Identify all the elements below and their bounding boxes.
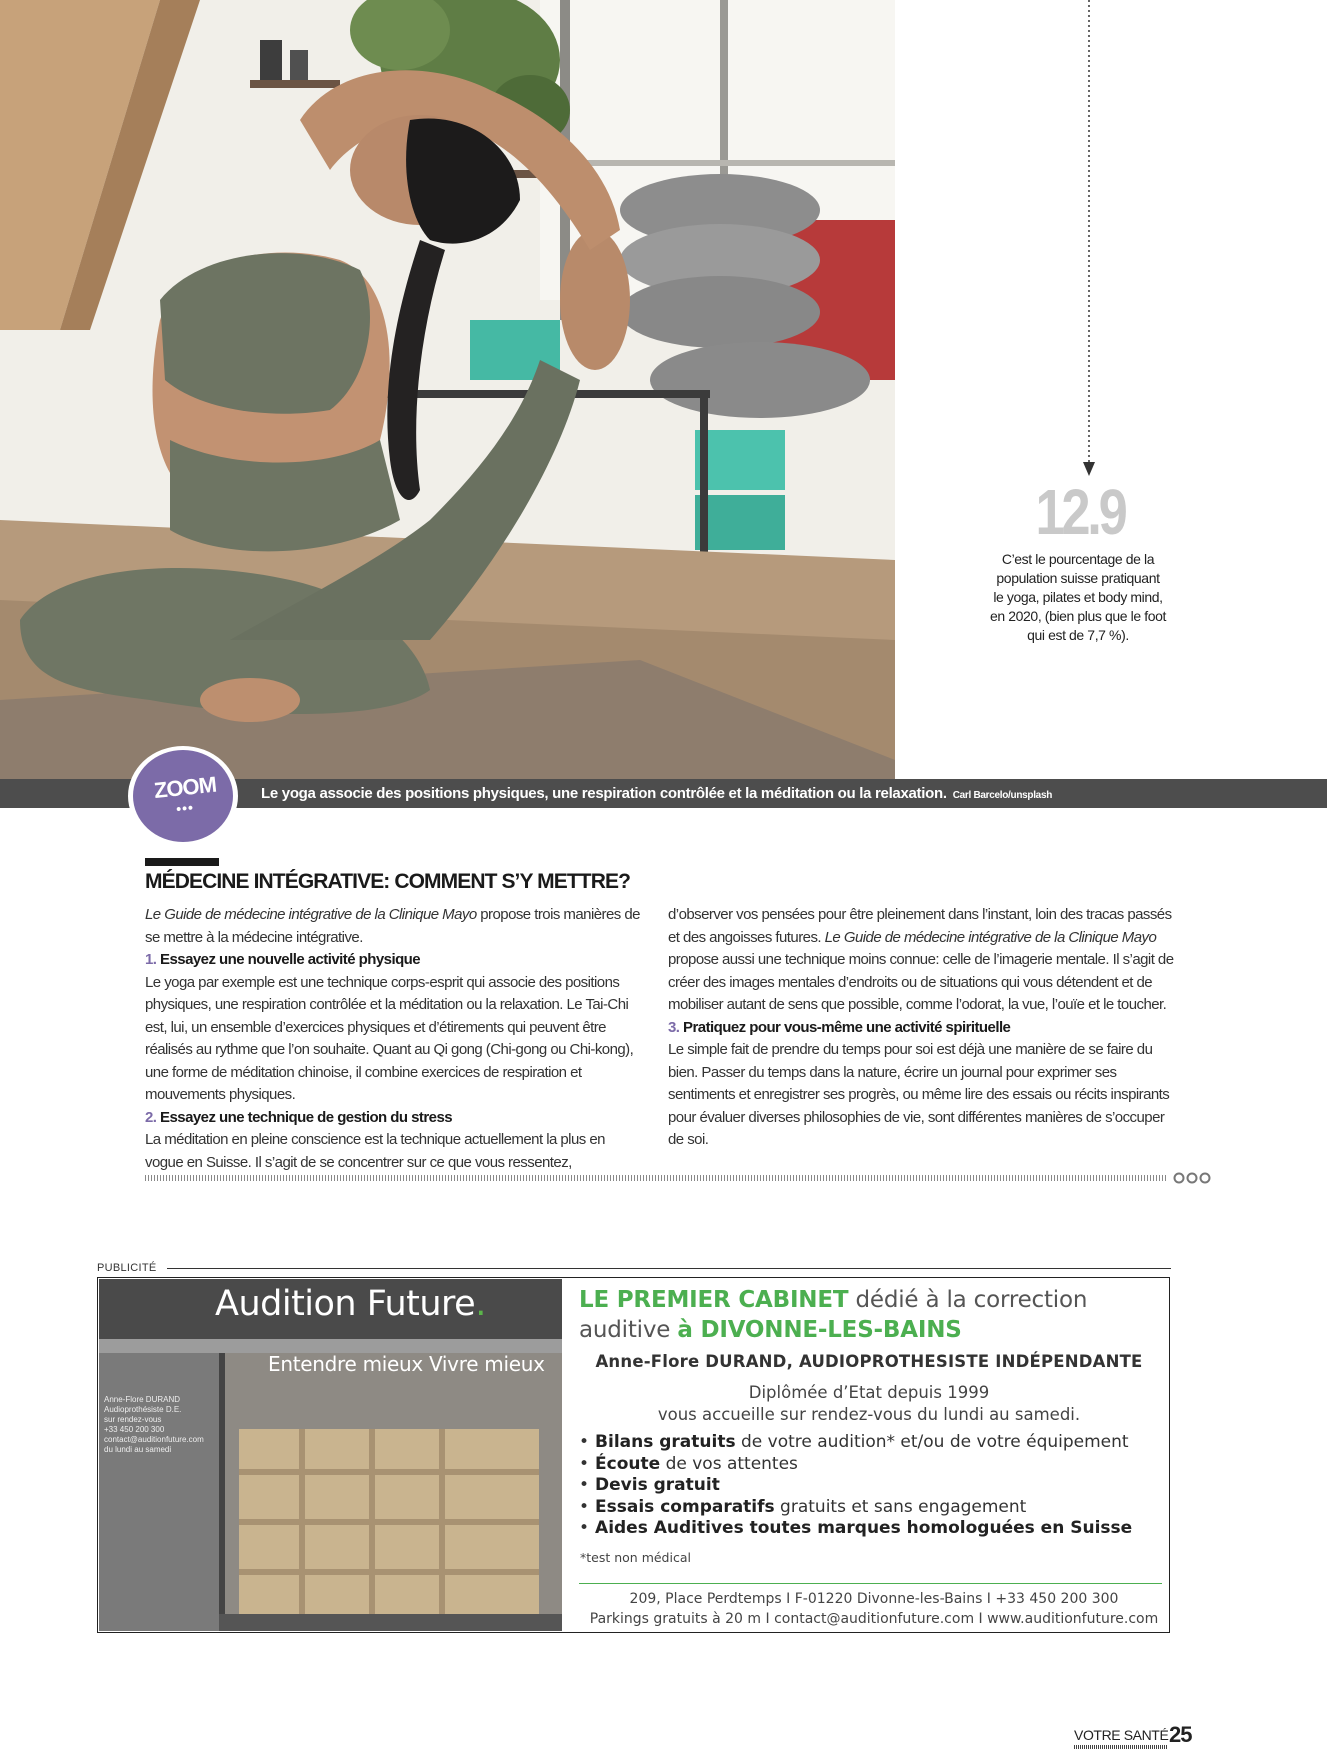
article-column-1: [145, 904, 645, 1174]
ad-service-item: [579, 1497, 1169, 1519]
step-1-title-text: Essayez une nouvelle activité physique: [156, 951, 421, 968]
ad-footnote: *test non médical: [580, 1550, 691, 1565]
door-sticker-line: Anne-Flore DURAND: [104, 1395, 181, 1404]
ad-service-bold: Bilans gratuits: [595, 1432, 736, 1452]
photo-credit: Carl Barcelo/unsplash: [952, 790, 1053, 801]
step-2-title: [145, 1107, 645, 1130]
ad-service-text: de votre audition* et/ou de votre équipement: [735, 1432, 1129, 1452]
intro-source: Le Guide de médecine intégrative de la Clinique Mayo: [145, 906, 477, 923]
stat-description: C’est le pourcentage de la population suisse pratiquant le yoga, pilates et body mind, en 2020, (bien plus que le foot qui est de 7,7 %).: [990, 551, 1166, 643]
door-sticker-line: sur rendez-vous: [104, 1415, 162, 1424]
article-intro: [145, 904, 645, 949]
step-3-title: [668, 1017, 1183, 1040]
yoga-photo: [0, 0, 895, 808]
article-heading: MÉDECINE INTÉGRATIVE: COMMENT S’Y METTRE?: [145, 870, 631, 893]
ad-service-item: [579, 1454, 1169, 1476]
door-sticker-line: +33 450 200 300: [104, 1425, 165, 1434]
ad-brand-name: Audition Future: [215, 1284, 476, 1324]
ad-practitioner: Anne-Flore DURAND, AUDIOPROTHESISTE INDÉPENDANTE: [595, 1352, 1143, 1371]
door-sticker-line: du lundi au samedi: [104, 1445, 172, 1454]
ad-address-line-2: Parkings gratuits à 20 m I contact@auditionfuture.com I www.auditionfuture.com: [589, 1611, 1159, 1627]
stat-number: 12.9: [1035, 476, 1125, 548]
zoom-badge-label: ZOOM: [152, 771, 218, 804]
ad-service-bold: Écoute: [595, 1453, 661, 1474]
ad-service-item: [579, 1432, 1169, 1454]
ad-diploma: [579, 1382, 1159, 1426]
stat-pointer-arrow: [1082, 0, 1096, 478]
ad-service-text: gratuits et sans engagement: [774, 1496, 1027, 1517]
article-end-rule: [145, 1175, 1167, 1181]
ad-brand-logo: [215, 1284, 486, 1324]
ad-contact: [579, 1589, 1169, 1629]
intro-text: propose trois manières de se mettre à la médecine intégrative.: [145, 906, 640, 946]
page-number: 25: [1169, 1722, 1192, 1747]
ad-headline-middle: dédié à la correction auditive: [579, 1287, 1088, 1343]
door-sticker-line: Audioprothésiste D.E.: [104, 1405, 182, 1414]
ad-service-item: [579, 1475, 1169, 1497]
step-2-body-a: d’observer vos pensées pour être pleinement dans l’instant, loin des tracas passés et des angoisses futures.: [668, 906, 1172, 946]
ad-brand-dot: .: [475, 1284, 486, 1324]
ad-services-list: [579, 1432, 1169, 1540]
ad-diploma-line-1: Diplômée d’Etat depuis 1999: [748, 1383, 990, 1402]
ad-service-bold: Essais comparatifs: [595, 1496, 775, 1517]
ad-separator: [579, 1583, 1162, 1584]
ad-service-bold: Aides Auditives toutes marques homologuées en Suisse: [595, 1518, 1133, 1538]
ad-service-bold: Devis gratuit: [595, 1475, 720, 1495]
ad-service-item: [579, 1518, 1169, 1540]
ad-address-line-1: 209, Place Perdtemps I F-01220 Divonne-les-Bains I +33 450 200 300: [629, 1591, 1119, 1607]
ad-headline-green-2: à DIVONNE-LES-BAINS: [677, 1317, 962, 1343]
end-of-article-dots-icon: [1173, 1171, 1213, 1185]
zoom-badge-dots: •••: [175, 799, 195, 817]
step-2-title-text: Essayez une technique de gestion du stress: [156, 1108, 453, 1126]
step-2-body-part1: La méditation en pleine conscience est la technique actuellement la plus en vogue en Suisse. Il s’agit de se concentrer sur ce que vous ressentez,: [145, 1131, 605, 1171]
step-3-body: Le simple fait de prendre du temps pour soi est déjà une manière de se faire du bien. Passer du temps dans la nature, écrire un journal pour exprimer ses sentiments et enregistrer ses progrès, ou même lire des essais ou récits inspirants pour évaluer diverses philosophies de vie, sont différentes manières de s’occuper de soi.: [668, 1041, 1170, 1148]
ad-headline: [579, 1285, 1159, 1345]
advertisement-label: PUBLICITÉ: [97, 1262, 157, 1274]
step-2-source: Le Guide de médecine intégrative de la Clinique Mayo: [824, 928, 1157, 946]
advertisement-rule: [167, 1268, 1171, 1269]
footer-rule: [1074, 1745, 1168, 1749]
storefront-illustration: [99, 1279, 562, 1631]
step-1-number: 1.: [145, 951, 157, 968]
article-column-2: [668, 904, 1183, 1152]
step-2-body-part2: [668, 904, 1183, 1017]
door-sticker-line: contact@auditionfuture.com: [104, 1435, 204, 1444]
footer-magazine-name: VOTRE SANTÉ: [1074, 1727, 1169, 1743]
ad-storefront-tagline: Entendre mieux Vivre mieux: [268, 1352, 545, 1376]
yoga-photo-illustration: [0, 0, 895, 808]
ad-diploma-line-2: vous accueille sur rendez-vous du lundi au samedi.: [657, 1405, 1081, 1424]
step-2-body-b: propose aussi une technique moins connue: celle de l’imagerie mentale. Il s’agit de créer des images mentales d’endroits ou de situations qui vous détendent et de mobiliser autant de sens que possible, comme l’odorat, la vue, l’ouïe et le toucher.: [668, 951, 1174, 1013]
step-1-title: [145, 949, 645, 972]
photo-caption: [261, 785, 1052, 802]
ad-headline-green-1: LE PREMIER CABINET: [579, 1287, 849, 1313]
step-3-title-text: Pratiquez pour vous-même une activité spirituelle: [679, 1018, 1011, 1036]
step-2-number: 2.: [145, 1108, 157, 1126]
ad-door-sticker: [104, 1395, 208, 1455]
caption-text: Le yoga associe des positions physiques, une respiration contrôlée et la méditation ou la relaxation.: [261, 785, 947, 802]
step-1-body: Le yoga par exemple est une technique corps-esprit qui associe des positions physiques, une respiration contrôlée et la méditation ou la relaxation. Le Tai-Chi est, lui, un ensemble d’exercices physiques et d’étirements qui peuvent être réalisés au rythme que l’on souhaite. Quant au Qi gong (Chi-gong ou Chi-kong), une forme de méditation chinoise, il combine exercices de respiration et mouvements physiques.: [145, 973, 634, 1103]
heading-rule: [145, 858, 219, 866]
ad-service-text: de vos attentes: [660, 1453, 798, 1474]
storefront-photo: [99, 1279, 562, 1631]
step-3-number: 3.: [668, 1018, 680, 1036]
